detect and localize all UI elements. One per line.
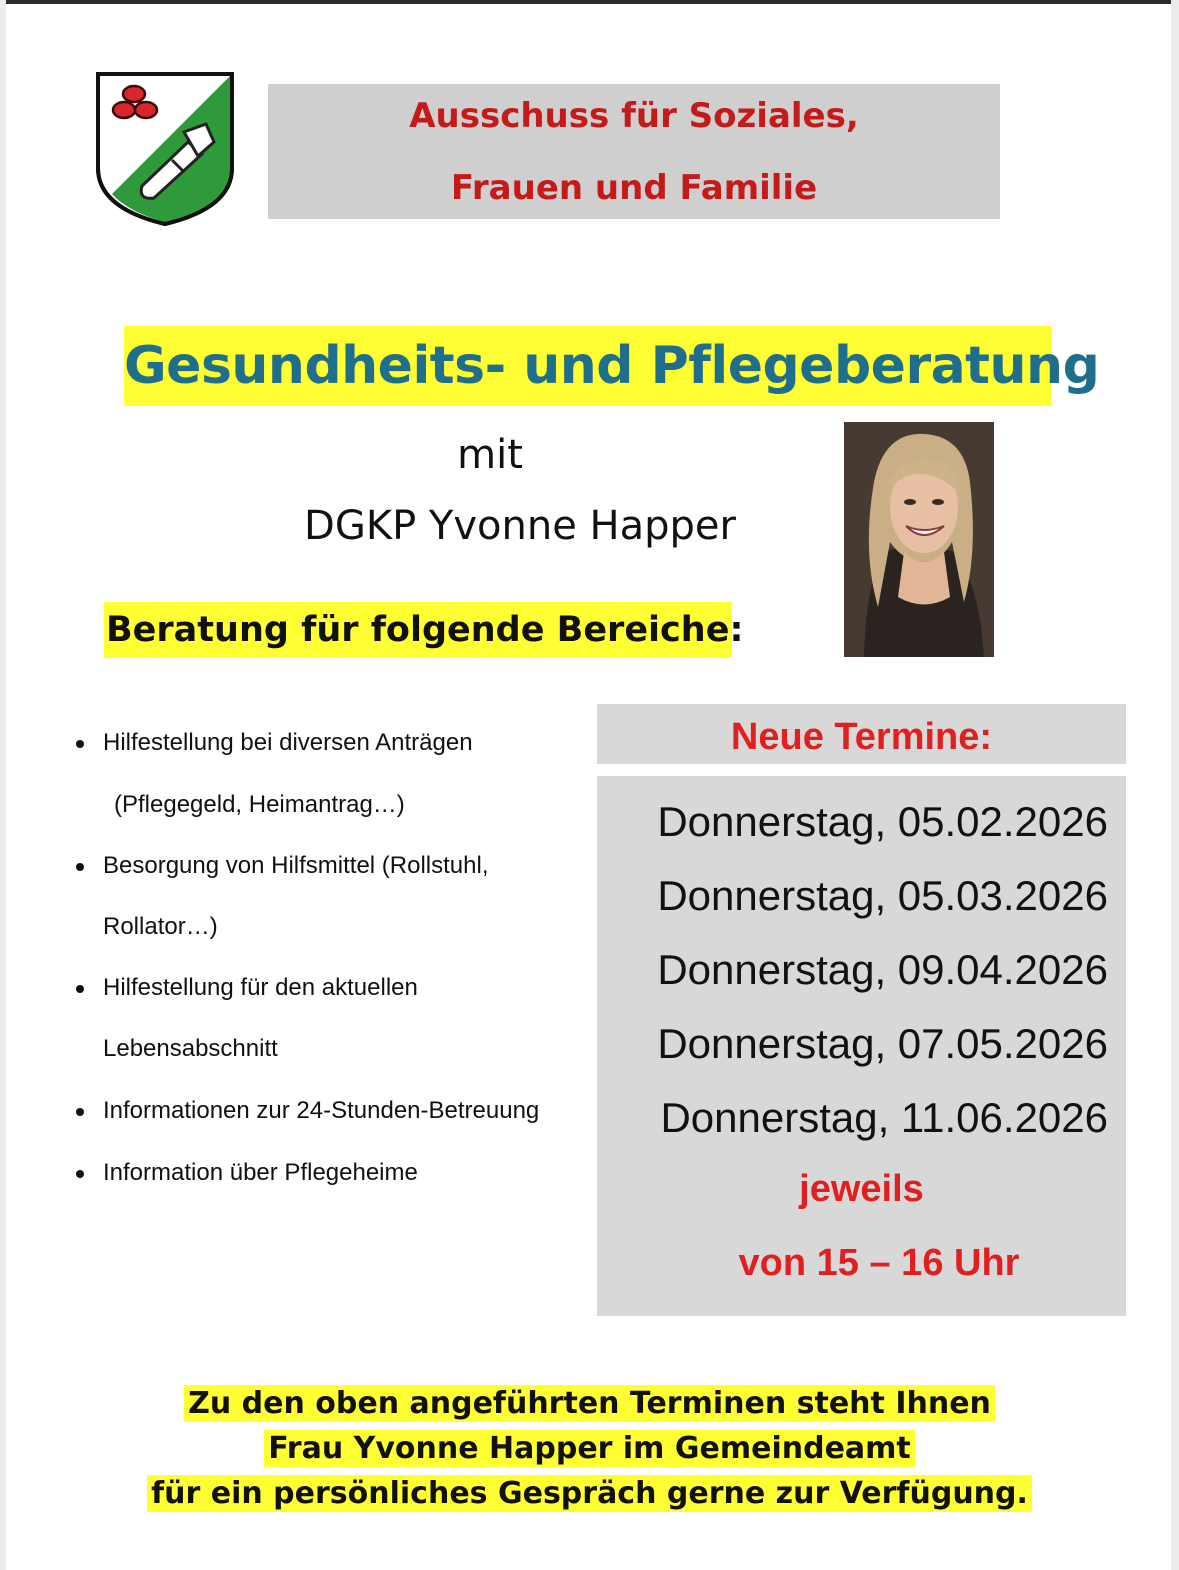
appointment-time-label: jeweils xyxy=(799,1168,924,1210)
left-edge xyxy=(0,0,6,1570)
appointments-box xyxy=(597,776,1126,1316)
appointments-heading: Neue Termine: xyxy=(597,704,1126,764)
footer-line-1-wrap xyxy=(0,1386,1179,1421)
footer-line-2: Frau Yvonne Happer im Gemeindeamt xyxy=(264,1430,915,1467)
list-item-continuation: Lebensabschnitt xyxy=(103,1035,278,1062)
footer-line-1: Zu den oben angeführten Terminen steht Ihnen xyxy=(184,1385,995,1422)
list-item: Hilfestellung bei diversen Anträgen xyxy=(103,729,473,756)
list-bullet xyxy=(76,740,84,748)
appointment-date: Donnerstag, 09.04.2026 xyxy=(657,946,1108,993)
areas-heading: Beratung für folgende Bereiche: xyxy=(104,602,732,658)
with-label: mit xyxy=(457,432,523,478)
list-item: Informationen zur 24-Stunden-Betreuung xyxy=(103,1097,540,1124)
person-name: DGKP Yvonne Happer xyxy=(304,503,736,549)
list-item: Hilfestellung für den aktuellen xyxy=(103,974,418,1001)
committee-line-1: Ausschuss für Soziales, xyxy=(409,96,859,136)
list-bullet xyxy=(76,1170,84,1178)
list-item-continuation: Rollator…) xyxy=(103,913,218,940)
page-title: Gesundheits- und Pflegeberatung xyxy=(124,326,1052,406)
committee-line-2: Frauen und Familie xyxy=(450,168,818,208)
list-bullet xyxy=(76,863,84,871)
right-edge xyxy=(1171,0,1179,1570)
footer-line-3-wrap xyxy=(0,1476,1179,1511)
list-bullet xyxy=(76,985,84,993)
coat-of-arms-icon xyxy=(94,70,236,228)
list-item: Information über Pflegeheime xyxy=(103,1159,418,1186)
appointment-date: Donnerstag, 05.03.2026 xyxy=(657,872,1108,919)
list-bullet xyxy=(76,1108,84,1116)
list-item: Besorgung von Hilfsmittel (Rollstuhl, xyxy=(103,852,489,879)
top-border xyxy=(0,0,1179,4)
appointment-time: von 15 – 16 Uhr xyxy=(738,1242,1020,1284)
portrait-photo xyxy=(844,422,994,657)
footer-line-2-wrap xyxy=(0,1431,1179,1466)
appointment-date: Donnerstag, 05.02.2026 xyxy=(657,798,1108,845)
committee-banner xyxy=(268,84,1000,219)
list-item-continuation: (Pflegegeld, Heimantrag…) xyxy=(114,791,405,818)
appointment-date: Donnerstag, 07.05.2026 xyxy=(657,1020,1108,1067)
portrait-illustration xyxy=(844,422,994,657)
footer-line-3: für ein persönliches Gespräch gerne zur Verfügung. xyxy=(147,1475,1032,1512)
appointment-date: Donnerstag, 11.06.2026 xyxy=(660,1094,1108,1141)
